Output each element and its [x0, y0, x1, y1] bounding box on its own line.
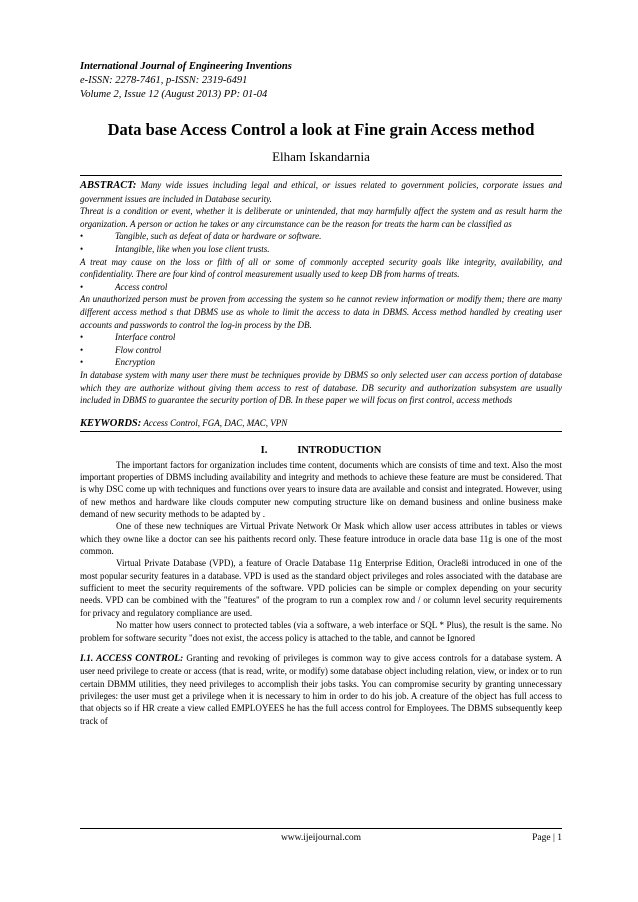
- abstract-bullet: [80, 243, 562, 256]
- section-number: I.: [260, 444, 268, 456]
- page-number: Page | 1: [532, 833, 562, 843]
- bullet-icon: •: [80, 332, 84, 343]
- abstract-p2: Threat is a condition or event, whether it is deliberate or unintended, that may harmfully affect the system and as result harm the organization. A person or action he takes or any circumstance can be the reason for treats the harm can be classified as: [80, 206, 562, 229]
- bullet-icon: •: [80, 231, 84, 242]
- bullet-text: Tangible, such as defeat of data or hardware or software.: [115, 231, 322, 242]
- bullet-text: Access control: [115, 281, 168, 292]
- body-paragraph: One of these new techniques are Virtual Private Network Or Mask which allow user access attributes in tables or views which they owne like a doctor can see his paithents record only. These feature introduce in oracle data base 11g is one of the most common.: [80, 521, 562, 557]
- section-heading: [80, 444, 562, 458]
- abstract-bullet: [80, 344, 562, 357]
- abstract-p3: A treat may cause on the loss or filth of all or some of commonly accepted security goals like integrity, availability, and confidentiality. There are four kind of control measurement usually used to keep DB from harms of treats.: [80, 256, 562, 280]
- abstract-bullet: [80, 331, 562, 344]
- abstract: [80, 175, 562, 407]
- subsection-label: I.1. ACCESS CONTROL:: [80, 653, 184, 664]
- abstract-bullet: [80, 356, 562, 369]
- abstract-bullet: [80, 230, 562, 243]
- abstract-p4: An unauthorized person must be proven from accessing the system so he cannot review information or modify them; there are many different access method s that DBMS use as whole to limit the access to data in DBMS. Access method handled by creating user accounts and passwords to control the log-in process by the DB.: [80, 294, 562, 330]
- journal-name: International Journal of Engineering Inventions: [80, 61, 292, 72]
- body-paragraph: Virtual Private Database (VPD), a feature of Oracle Database 11g Enterprise Edition, Oracle8i introduced in one of the most popular security features in a database. VPD is used as the standard object privileges and roles associated with the database are sufficient to meet the security requirements of the software. VPD policies can be simple or complex depending on your security needs. VPD can be combined with the "features" of the program to run a complex row and / or column level security requirements for privacy and regulatory compliance are used.: [80, 558, 562, 618]
- subsection-access-control: [80, 652, 562, 727]
- bullet-icon: •: [80, 281, 84, 292]
- section-body: [80, 459, 562, 644]
- keywords-text: Access Control, FGA, DAC, MAC, VPN: [141, 417, 288, 428]
- subsection-text: Granting and revoking of privileges is common way to give access controls for a database system. A user need privilege to create or access (that is read, write, or modify) some database object including relation, view, or index or to run certain DBMM utilities, they need privileges to accomplish their jobs tasks. You can compromise security by granting unnecessary privileges: the user must get a privilege when it is necessary to him in order to do his job. A creature of the object has full access to that objects so if HR create a view called EMPLOYEES he has the full access control for Employees. The DBMS subsequently keep track of: [80, 652, 562, 726]
- bullet-text: Encryption: [115, 357, 155, 368]
- bullet-icon: •: [80, 357, 84, 368]
- abstract-p5: In database system with many user there must be techniques provide by DBMS so only selected user can access portion of database which they are authorize without giving them access to rest of database. DB security and authorization subsystem are usually included in DBMS to guarantee the security portion of DB. In these paper we will focus on first control, access methods: [80, 369, 562, 406]
- section-title: INTRODUCTION: [297, 444, 382, 456]
- keywords-label: KEYWORDS:: [80, 417, 142, 429]
- bullet-icon: •: [80, 344, 84, 355]
- abstract-bullet: [80, 281, 562, 294]
- paper-page: [80, 60, 562, 727]
- keywords: [80, 417, 562, 432]
- journal-header: [80, 60, 562, 102]
- journal-volume: Volume 2, Issue 12 (August 2013) PP: 01-04: [80, 89, 268, 100]
- bullet-text: Intangible, like when you lose client trusts.: [115, 243, 270, 254]
- body-paragraph: The important factors for organization includes time content, documents which are consists of time and text. Also the most important properties of DBMS including availability and integrity and methods to achieve these feature are must be considered. That is why DSC come up with techniques and functions over years to insure data are available and consist and integrated. However, using of new methos and hardware like clouds computer new computing structure like on demand business and online business make demand of new security methods to be adapted by .: [80, 459, 562, 520]
- abstract-p1: [80, 179, 562, 205]
- abstract-label: ABSTRACT:: [80, 180, 137, 191]
- bullet-icon: •: [80, 243, 84, 254]
- paper-title: Data base Access Control a look at Fine grain Access method: [107, 120, 535, 139]
- page-footer: [80, 828, 562, 843]
- abstract-text-1: Many wide issues including legal and ethical, or issues related to government policies, corporate issues and government issues are included in Database security.: [80, 180, 562, 204]
- paper-author: Elham Iskandarnia: [272, 149, 370, 164]
- bullet-text: Flow control: [115, 344, 162, 355]
- journal-issn: e-ISSN: 2278-7461, p-ISSN: 2319-6491: [80, 75, 248, 86]
- footer-url[interactable]: www.ijeijournal.com: [280, 833, 362, 843]
- body-paragraph: No matter how users connect to protected tables (via a software, a web interface or SQL * Plus), the result is the same. No problem for software security "does not exist, the access policy is attached to the table, and cannot be Ignored: [80, 620, 562, 643]
- bullet-text: Interface control: [115, 332, 176, 343]
